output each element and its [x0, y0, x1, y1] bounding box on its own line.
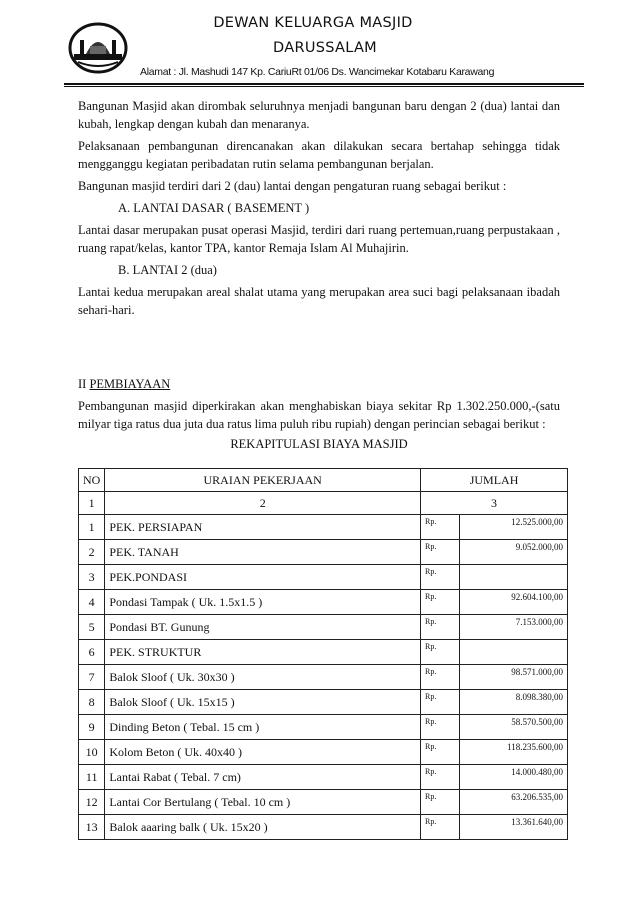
section-b-heading: B. LANTAI 2 (dua): [118, 263, 217, 277]
table-row: [79, 790, 568, 815]
section-a-heading: A. LANTAI DASAR ( BASEMENT ): [118, 201, 310, 215]
row-currency: Rp.: [421, 690, 460, 715]
financing-block: [78, 375, 560, 457]
row-amount: [460, 565, 568, 590]
row-description: Lantai Cor Bertulang ( Tebal. 10 cm ): [105, 790, 421, 815]
row-number: 9: [79, 715, 105, 740]
row-amount: 98.571.000,00: [460, 665, 568, 690]
financing-title: PEMBIAYAAN: [89, 377, 171, 391]
table-header-row: [79, 469, 568, 492]
table-row: [79, 590, 568, 615]
row-description: Kolom Beton ( Uk. 40x40 ): [105, 740, 421, 765]
row-number: 10: [79, 740, 105, 765]
table-subheader-row: [79, 492, 568, 515]
table-row: [79, 515, 568, 540]
col-no-header: NO: [79, 469, 105, 492]
paragraph-1: Bangunan Masjid akan dirombak seluruhnya menjadi bangunan baru dengan 2 (dua) lantai dan kubah, lengkap dengan kubah dan menaranya.: [78, 99, 560, 131]
row-amount: 58.570.500,00: [460, 715, 568, 740]
table-title: REKAPITULASI BIAYA MASJID: [230, 437, 408, 451]
col-amount-index: 3: [421, 492, 568, 515]
row-currency: Rp.: [421, 815, 460, 840]
row-amount: 9.052.000,00: [460, 540, 568, 565]
row-currency: Rp.: [421, 765, 460, 790]
row-description: Pondasi Tampak ( Uk. 1.5x1.5 ): [105, 590, 421, 615]
org-title-line2: DARUSSALAM: [273, 40, 377, 56]
row-number: 3: [79, 565, 105, 590]
row-number: 12: [79, 790, 105, 815]
col-desc-header: URAIAN PEKERJAAN: [105, 469, 421, 492]
row-amount: 63.206.535,00: [460, 790, 568, 815]
table-row: [79, 765, 568, 790]
row-amount: 8.098.380,00: [460, 690, 568, 715]
row-currency: Rp.: [421, 615, 460, 640]
section-b-text: Lantai kedua merupakan areal shalat utama yang merupakan area suci bagi pelaksanaan ibadah sehari-hari.: [78, 285, 560, 317]
financing-text: Pembangunan masjid diperkirakan akan menghabiskan biaya sekitar Rp 1.302.250.000,-(satu milyar tiga ratus dua juta dua ratus lima puluh ribu rupiah) dengan perincian sebagai berikut :: [78, 399, 560, 431]
org-address: Alamat : Jl. Mashudi 147 Kp. CariuRt 01/06 Ds. Wancimekar Kotabaru Karawang: [140, 66, 495, 78]
row-number: 2: [79, 540, 105, 565]
org-title-line1: DEWAN KELUARGA MASJID: [213, 15, 413, 31]
row-description: PEK.PONDASI: [105, 565, 421, 590]
row-currency: Rp.: [421, 640, 460, 665]
table-row: [79, 715, 568, 740]
financing-number: II: [78, 377, 90, 391]
table-row: [79, 615, 568, 640]
row-currency: Rp.: [421, 590, 460, 615]
table-row: [79, 540, 568, 565]
row-description: Dinding Beton ( Tebal. 15 cm ): [105, 715, 421, 740]
row-number: 7: [79, 665, 105, 690]
row-amount: 13.361.640,00: [460, 815, 568, 840]
row-number: 8: [79, 690, 105, 715]
col-amount-header: JUMLAH: [421, 469, 568, 492]
row-currency: Rp.: [421, 740, 460, 765]
table-row: [79, 740, 568, 765]
row-currency: Rp.: [421, 515, 460, 540]
paragraph-2: Pelaksanaan pembangunan direncanakan akan dilakukan secara bertahap sehingga tidak mengganggu kegiatan peribadatan rutin selama pembangunan berjalan.: [78, 139, 560, 171]
row-number: 11: [79, 765, 105, 790]
row-description: Balok aaaring balk ( Uk. 15x20 ): [105, 815, 421, 840]
row-description: Balok Sloof ( Uk. 15x15 ): [105, 690, 421, 715]
row-amount: 14.000.480,00: [460, 765, 568, 790]
row-currency: Rp.: [421, 665, 460, 690]
row-amount: 92.604.100,00: [460, 590, 568, 615]
row-description: Pondasi BT. Gunung: [105, 615, 421, 640]
table-row: [79, 690, 568, 715]
table-row: [79, 815, 568, 840]
row-amount: [460, 640, 568, 665]
row-description: Balok Sloof ( Uk. 30x30 ): [105, 665, 421, 690]
row-amount: 7.153.000,00: [460, 615, 568, 640]
section-a-text: Lantai dasar merupakan pusat operasi Masjid, terdiri dari ruang pertemuan,ruang perpustakaan , ruang rapat/kelas, kantor TPA, kantor Remaja Islam Al Muhajirin.: [78, 223, 560, 255]
row-currency: Rp.: [421, 565, 460, 590]
row-amount: 118.235.600,00: [460, 740, 568, 765]
row-number: 4: [79, 590, 105, 615]
row-amount: 12.525.000,00: [460, 515, 568, 540]
table-row: [79, 640, 568, 665]
row-currency: Rp.: [421, 715, 460, 740]
row-currency: Rp.: [421, 540, 460, 565]
row-description: PEK. STRUKTUR: [105, 640, 421, 665]
col-no-index: 1: [79, 492, 105, 515]
table-row: [79, 665, 568, 690]
row-number: 1: [79, 515, 105, 540]
financing-heading: [78, 375, 560, 393]
row-number: 13: [79, 815, 105, 840]
col-desc-index: 2: [105, 492, 421, 515]
row-currency: Rp.: [421, 790, 460, 815]
description-block: [78, 97, 560, 323]
row-number: 5: [79, 615, 105, 640]
row-description: PEK. TANAH: [105, 540, 421, 565]
header-divider-thin: [64, 86, 584, 87]
row-number: 6: [79, 640, 105, 665]
table-row: [79, 565, 568, 590]
row-description: PEK. PERSIAPAN: [105, 515, 421, 540]
cost-table: [78, 468, 568, 840]
row-description: Lantai Rabat ( Tebal. 7 cm): [105, 765, 421, 790]
paragraph-3: Bangunan masjid terdiri dari 2 (dau) lantai dengan pengaturan ruang sebagai berikut :: [78, 179, 507, 193]
header-divider: [64, 83, 584, 85]
